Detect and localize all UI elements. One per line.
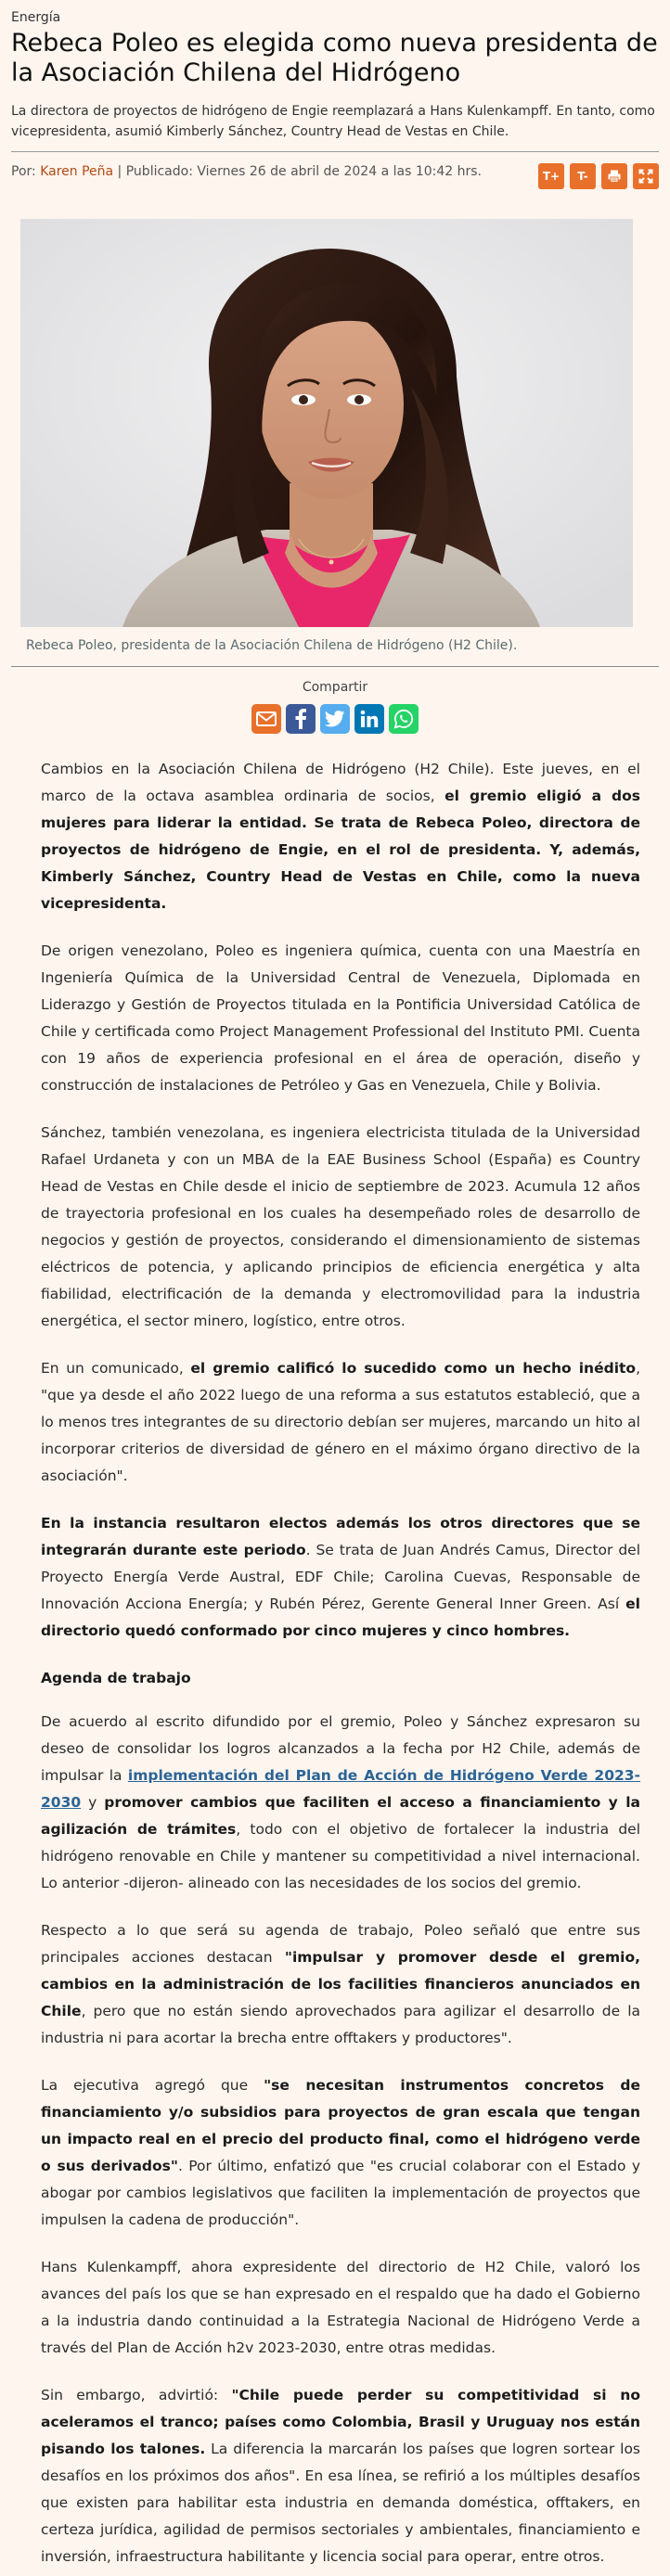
email-icon [256,711,277,726]
article-title: Rebeca Poleo es elegida como nueva presidenta de la Asociación Chilena del Hidrógeno [11,29,658,87]
p8-text-a: La ejecutiva agregó que [41,2077,264,2094]
p7-text-c: , pero que no están siendo aprovechados para agilizar el desarrollo de la industria ni para acortar la brecha entre offtakers y productores". [41,2003,640,2046]
p10-bold: "Chile puede perder su competitividad si no aceleramos el tranco; países como Colombia, Brasil y Uruguay nos están pisando los talones. [41,2387,640,2457]
portrait-illustration [20,219,633,627]
p5-text: . Se trata de Juan Andrés Camus, Director del Proyecto Energía Verde Austral, EDF Chile; Carolina Cuevas, Responsable de Innovación Acciona Energía; y Rubén Pérez, Gerente General Inner Green. Así [41,1542,640,1612]
p5-bold-c: el directorio quedó conformado por cinco mujeres y cinco hombres. [41,1596,640,1639]
expand-icon [638,169,653,184]
body-paragraph-2: De origen venezolano, Poleo es ingeniera química, cuenta con una Maestría en Ingeniería Química de la Universidad Central de Venezuela, Diplomada en Liderazgo y Gestión de Proyectos titulada en la Pontificia Universidad Católica de Chile y certificada como Project Management Professional del Instituto PMI. Cuenta con 19 años de experiencia profesional en el área de operación, diseño y construcción de instalaciones de Petróleo y Gas en Venezuela, Chile y Bolivia. [41,942,640,1094]
body-paragraph-3: Sánchez, también venezolana, es ingeniera electricista titulada de la Universidad Rafael Urdaneta y con un MBA de la EAE Business School (España) es Country Head de Vestas en Chile desde el inicio de septiembre de 2023. Acumula 12 años de trayectoria profesional en los cuales ha desempeñado roles de desarrollo de negocios y gestión de proyectos, considerando el dimensionamiento de sistemas eléctricos de potencia, y aplicando principios de eficiencia energética y alta fiabilidad, electrificación de la demanda y electromovilidad para la industria energética, el sector minero, logístico, entre otros. [41,1124,640,1329]
author-link[interactable]: Karen Peña [40,164,114,179]
p7-text-a: Respecto a lo que será su agenda de trabajo, Poleo señaló que entre sus principales acciones destacan [41,1922,640,1966]
p10-text-a: Sin embargo, advirtió: [41,2387,232,2403]
article-header [0,9,670,734]
article-meta [11,152,659,215]
printer-icon [607,169,622,184]
caption-divider [11,666,659,667]
share-twitter-button[interactable] [320,704,350,734]
body-paragraph-7 [41,1917,640,2052]
p4-text-a: En un comunicado, [41,1360,191,1377]
share-bar [11,704,659,734]
body-paragraph-8 [41,2072,640,2234]
p6-bold: promover cambios que faciliten el acceso a financiamiento y la agilización de trámites [41,1794,640,1838]
byline-separator: | [113,164,126,179]
print-button[interactable] [601,163,627,189]
body-paragraph-1 [41,756,640,917]
share-facebook-button[interactable] [286,704,316,734]
body-paragraph-10 [41,2382,640,2570]
article-subtitle: La directora de proyectos de hidrógeno de Engie reemplazará a Hans Kulenkampff. En tanto, como vicepresidenta, asumió Kimberly Sánchez, Country Head de Vestas en Chile. [11,104,655,139]
p8-bold: "se necesitan instrumentos concretos de financiamiento y/o subsidios para proyectos de gran escala que tengan un impacto real en el precio del producto final, como el hidrógeno verde o sus derivados" [41,2077,640,2174]
p4-text-c: , "que ya desde el año 2022 luego de una reforma a sus estatutos estableció, que a lo menos tres integrantes de su directorio debían ser mujeres, marcando un hito al incorporar criterios de diversidad de género en el máximo órgano directivo de la asociación". [41,1360,641,1484]
article-category[interactable]: Energía [11,10,61,25]
p7-bold: "impulsar y promover desde el gremio, cambios en la administración de los facilities financieros anunciados en Chile [41,1949,640,2019]
article-photo[interactable] [20,219,633,627]
p1-bold: el gremio eligió a dos mujeres para liderar la entidad. Se trata de Rebeca Poleo, directora de proyectos de hidrógeno de Engie, en el rol de presidenta. Y, además, Kimberly Sánchez, Country Head de Vestas en Chile, como la nueva vicepresidenta. [41,788,640,912]
p4-bold: el gremio calificó lo sucedido como un hecho inédito [190,1360,637,1377]
article-tools [538,163,659,189]
font-increase-button[interactable]: T+ [538,163,564,189]
section-heading: Agenda de trabajo [41,1670,191,1686]
share-label: Compartir [302,680,368,695]
byline-prefix: Por: [11,164,41,179]
byline [11,161,531,182]
font-decrease-button[interactable]: T- [570,163,596,189]
article-body [0,756,670,2570]
photo-caption: Rebeca Poleo, presidenta de la Asociación Chilena de Hidrógeno (H2 Chile). [26,638,518,653]
p6-text-b: y [81,1794,105,1811]
p6-text-a: De acuerdo al escrito difundido por el gremio, Poleo y Sánchez expresaron su deseo de consolidar los logros alcanzados a la fecha por H2 Chile, además de impulsar la [41,1713,640,1784]
body-paragraph-4 [41,1355,640,1490]
share-email-button[interactable] [251,704,281,734]
p1-text: Cambios en la Asociación Chilena de Hidrógeno (H2 Chile). Este jueves, en el marco de la octava asamblea ordinaria de socios, [41,761,640,804]
body-paragraph-5 [41,1510,640,1645]
body-paragraph-9: Hans Kulenkampff, ahora expresidente del directorio de H2 Chile, valoró los avances del país los que se han expresado en el respaldo que ha dado el Gobierno a la industria dando continuidad a la Estrategia Nacional de Hidrógeno Verde a través del Plan de Acción h2v 2023-2030, entre otras medidas. [41,2259,640,2356]
expand-button[interactable] [633,163,659,189]
share-linkedin-button[interactable] [354,704,384,734]
twitter-icon [325,711,345,727]
plan-accion-link[interactable]: implementación del Plan de Acción de Hidrógeno Verde 2023-2030 [41,1767,640,1811]
p10-text-c: La diferencia la marcarán los países que logren sortear los desafíos en los próximos dos años". En esa línea, se refirió a los múltiples desafíos que existen para habilitar esta industria en demanda doméstica, offtakers, en certeza jurídica, agilidad de permisos sectoriales y ambientales, financiamiento e inversión, infraestructura habilitante y licencia social para operar, entre otros. [41,2441,641,2565]
share-whatsapp-button[interactable] [389,704,419,734]
p6-text-d: , todo con el objetivo de fortalecer la industria del hidrógeno renovable en Chile y mantener su competitividad a nivel internacional. Lo anterior -dijeron- alineado con las necesidades de los socios del gremio. [41,1821,640,1891]
p8-text-c: . Por último, enfatizó que "es crucial colaborar con el Estado y abogar por cambios legislativos que faciliten la implementación de proyectos que impulsen la cadena de producción". [41,2158,640,2228]
whatsapp-icon [393,709,414,729]
facebook-icon [294,709,307,729]
linkedin-icon [360,710,379,728]
p5-bold-a: En la instancia resultaron electos además los otros directores que se integrarán durante este periodo [41,1515,640,1558]
body-paragraph-6 [41,1709,640,1897]
publish-date: Publicado: Viernes 26 de abril de 2024 a las 10:42 hrs. [125,164,482,179]
